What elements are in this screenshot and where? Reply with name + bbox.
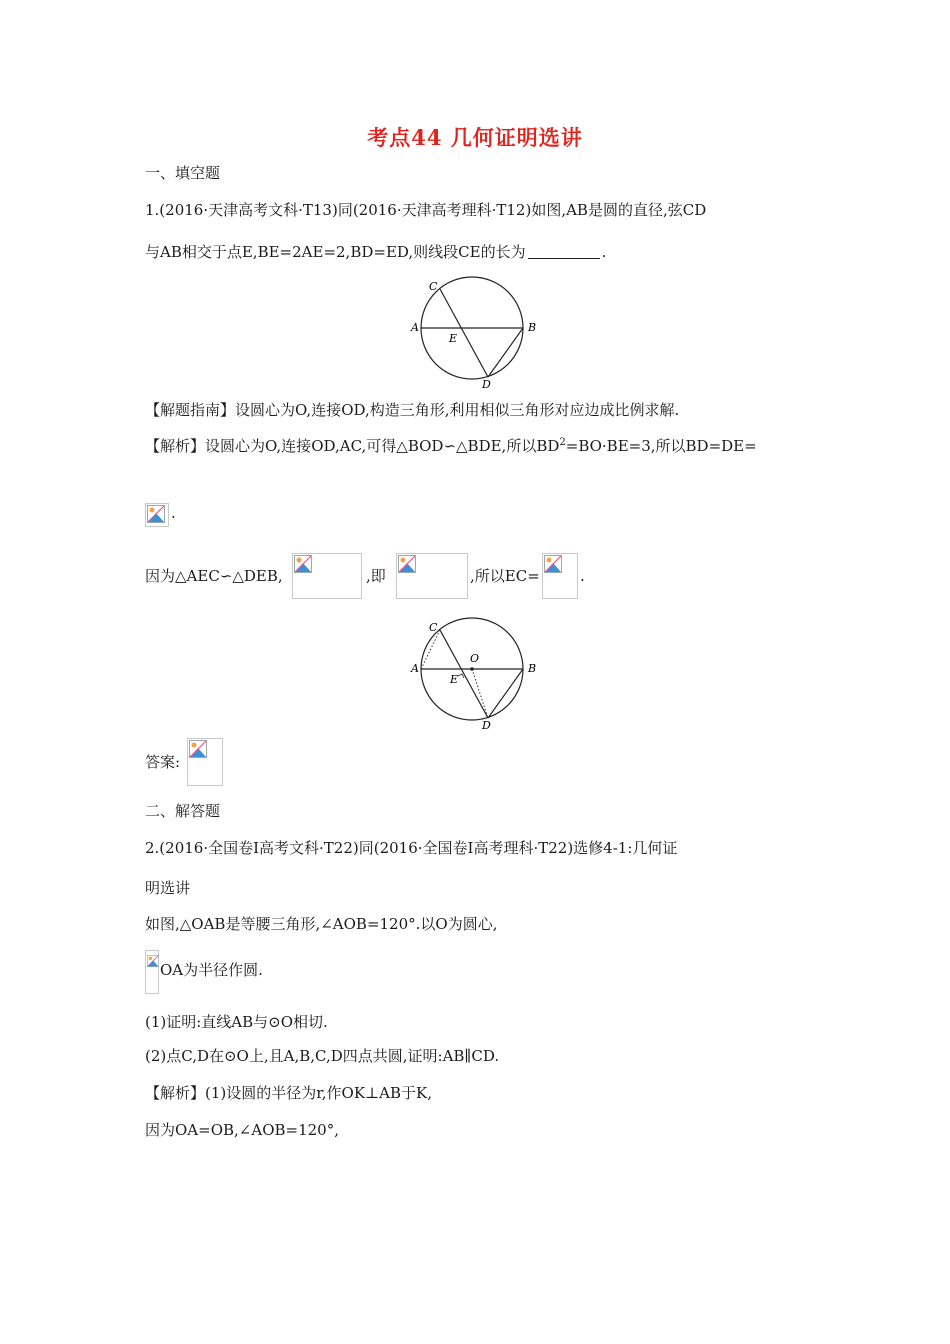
broken-image-icon: [147, 505, 165, 523]
analysis-line-2-b: ,即: [366, 567, 386, 585]
formula-image: [396, 553, 468, 599]
question-2-line-1: 2.(2016·全国卷Ⅰ高考文科·T22)同(2016·全国卷Ⅰ高考理科·T22)选修4-1:几何证: [145, 839, 678, 857]
label-a: A: [411, 321, 419, 334]
answer-image: [187, 738, 223, 786]
period-after-image: .: [171, 504, 176, 522]
segment-bd: [488, 669, 523, 718]
label-b: B: [528, 662, 537, 675]
question-2-part-2: (2)点C,D在⊙O上,且A,B,C,D四点共圆,证明:AB∥CD.: [145, 1047, 500, 1065]
label-e: E: [450, 673, 459, 686]
label-o: O: [470, 652, 480, 665]
segment-bd: [488, 328, 523, 377]
analysis-text-a: 【解析】设圆心为O,连接OD,AC,可得△BOD∽△BDE,所以BD: [145, 437, 560, 455]
center-point: [470, 667, 474, 671]
dotted-ac: [421, 630, 440, 669]
question-1-line-2: [145, 242, 606, 262]
broken-image-icon: [398, 555, 416, 573]
label-e: E: [449, 332, 458, 345]
formula-image: [145, 503, 169, 527]
label-d: D: [482, 719, 491, 732]
question-2-line-2: 明选讲: [145, 879, 191, 897]
chord-cd: [440, 630, 488, 718]
page-title: 考点44 几何证明选讲: [367, 125, 583, 150]
label-b: B: [528, 321, 537, 334]
chord-cd: [440, 289, 488, 377]
question-2-analysis: 【解析】(1)设圆的半径为r,作OK⊥AB于K,: [145, 1084, 432, 1102]
question-2-line-4: OA为半径作圆.: [160, 961, 263, 979]
answer-blank: [528, 244, 600, 259]
broken-image-icon: [147, 952, 159, 970]
section-heading-fill-in: 一、填空题: [145, 164, 221, 182]
circle-figure-1: [400, 270, 550, 395]
analysis-line-1: [145, 436, 757, 456]
broken-image-icon: [189, 740, 207, 758]
broken-image-icon: [544, 555, 562, 573]
formula-image: [292, 553, 362, 599]
label-d: D: [482, 378, 491, 391]
question-2-analysis-2: 因为OA=OB,∠AOB=120°,: [145, 1121, 339, 1139]
figure-image: [145, 950, 159, 994]
circle-figure-2: [400, 612, 550, 737]
question-2-line-3: 如图,△OAB是等腰三角形,∠AOB=120°.以O为圆心,: [145, 915, 498, 933]
label-c: C: [429, 280, 438, 293]
question-1-text: 与AB相交于点E,BE=2AE=2,BD=ED,则线段CE的长为: [145, 243, 526, 261]
section-heading-answer: 二、解答题: [145, 802, 221, 820]
question-1-line-1: 1.(2016·天津高考文科·T13)同(2016·天津高考理科·T12)如图,AB是圆的直径,弦CD: [145, 201, 707, 219]
label-c: C: [429, 621, 438, 634]
question-2-part-1: (1)证明:直线AB与⊙O相切.: [145, 1013, 328, 1031]
answer-label: 答案:: [145, 753, 181, 771]
analysis-line-2-d: .: [580, 567, 585, 585]
broken-image-icon: [294, 555, 312, 573]
analysis-line-2-a: 因为△AEC∽△DEB,: [145, 567, 283, 585]
label-a: A: [411, 662, 419, 675]
analysis-text-b: =BO·BE=3,所以BD=DE=: [565, 437, 757, 455]
solution-guide: 【解题指南】设圆心为O,连接OD,构造三角形,利用相似三角形对应边成比例求解.: [145, 401, 680, 419]
superscript: 2: [559, 437, 566, 448]
analysis-line-2-c: ,所以EC=: [470, 567, 540, 585]
period: .: [601, 243, 607, 261]
formula-image: [542, 553, 578, 599]
right-angle-mark: [458, 674, 464, 678]
